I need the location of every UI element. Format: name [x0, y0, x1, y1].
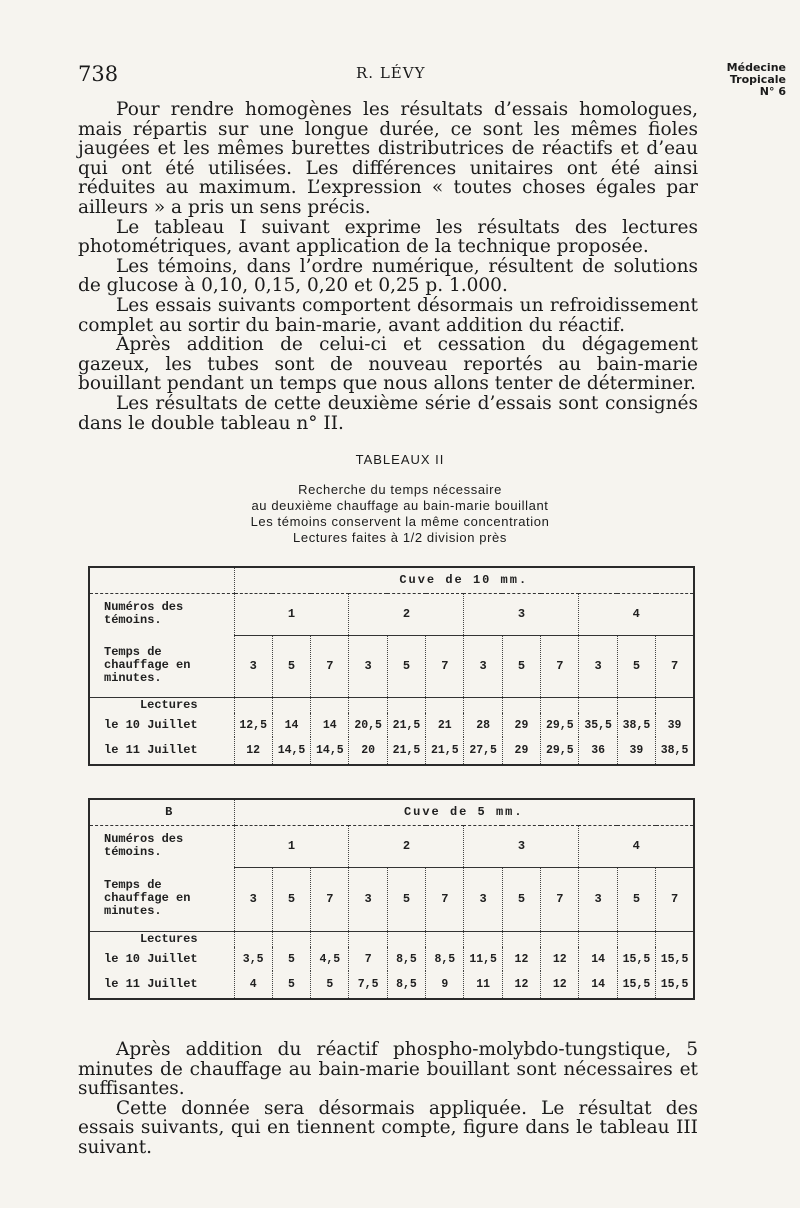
subtitle-line: Les témoins conservent la même concentration — [250, 514, 550, 529]
reading-cell: 4 — [234, 971, 272, 999]
row-label-date: le 11 Juillet — [89, 971, 234, 999]
reading-cell: 9 — [426, 971, 464, 999]
reading-cell: 12 — [541, 947, 579, 971]
group-header: 1 — [234, 825, 349, 867]
reading-cell: 8,5 — [387, 947, 425, 971]
group-header: 1 — [234, 593, 349, 635]
row-label-date: le 11 Juillet — [89, 737, 234, 765]
time-cell: 3 — [464, 635, 502, 697]
table-cuve-5mm — [88, 798, 695, 1000]
reading-cell: 21 — [426, 713, 464, 737]
reading-cell: 21,5 — [387, 737, 425, 765]
reading-cell: 36 — [579, 737, 617, 765]
group-header: 2 — [349, 593, 464, 635]
time-cell: 7 — [656, 635, 694, 697]
reading-cell: 29 — [502, 713, 540, 737]
reading-cell: 7,5 — [349, 971, 387, 999]
time-cell: 7 — [311, 635, 349, 697]
reading-cell: 28 — [464, 713, 502, 737]
tables-title: TABLEAUX II — [355, 452, 445, 467]
time-cell: 3 — [349, 867, 387, 931]
time-cell: 5 — [617, 867, 655, 931]
paragraph: Le tableau I suivant exprime les résultats des lectures photométriques, avant application de la technique proposée. — [78, 216, 698, 258]
reading-cell: 29,5 — [541, 737, 579, 765]
row-label-date: le 10 Juillet — [89, 713, 234, 737]
table-corner — [89, 567, 234, 593]
time-cell: 5 — [502, 635, 540, 697]
time-cell: 7 — [426, 635, 464, 697]
subtitle-line: Lectures faites à 1/2 division près — [293, 530, 507, 545]
subtitle-line: au deuxième chauffage au bain-marie bouillant — [251, 498, 549, 513]
reading-cell: 12,5 — [234, 713, 272, 737]
reading-cell: 5 — [272, 947, 310, 971]
reading-cell: 5 — [311, 971, 349, 999]
reading-cell: 12 — [502, 971, 540, 999]
reading-cell: 38,5 — [617, 713, 655, 737]
label-temps: Temps de chauffage en minutes. — [89, 867, 234, 931]
reading-cell: 15,5 — [656, 971, 694, 999]
time-cell: 7 — [311, 867, 349, 931]
reading-cell: 8,5 — [426, 947, 464, 971]
label-lectures: Lectures — [89, 697, 234, 713]
time-cell: 3 — [464, 867, 502, 931]
reading-cell: 14 — [579, 971, 617, 999]
reading-cell: 35,5 — [579, 713, 617, 737]
paragraph: Après addition du réactif phospho-molybdo-tungstique, 5 minutes de chauffage au bain-marie bouillant sont nécessaires et suffisantes. — [78, 1039, 698, 1100]
time-cell: 7 — [541, 635, 579, 697]
journal-name — [727, 62, 786, 98]
time-cell: 3 — [234, 867, 272, 931]
paragraph: Les essais suivants comportent désormais un refroidissement complet au sortir du bain-marie, avant addition du réactif. — [78, 294, 698, 336]
reading-cell: 14,5 — [311, 737, 349, 765]
reading-cell: 14,5 — [272, 737, 310, 765]
label-numeros: Numéros des témoins. — [89, 825, 234, 867]
subtitle-line: Recherche du temps nécessaire — [298, 482, 502, 497]
reading-cell: 3,5 — [234, 947, 272, 971]
reading-cell: 4,5 — [311, 947, 349, 971]
group-header: 3 — [464, 593, 579, 635]
journal-line: Tropicale — [729, 73, 786, 86]
time-cell: 7 — [426, 867, 464, 931]
reading-cell: 11 — [464, 971, 502, 999]
label-numeros: Numéros des témoins. — [89, 593, 234, 635]
page-number: 738 — [78, 62, 119, 86]
reading-cell: 15,5 — [617, 947, 655, 971]
time-cell: 5 — [617, 635, 655, 697]
group-header: 4 — [579, 825, 694, 867]
reading-cell: 21,5 — [426, 737, 464, 765]
group-header: 4 — [579, 593, 694, 635]
paragraph: Les résultats de cette deuxième série d’essais sont consignés dans le double tableau n° II. — [78, 392, 698, 434]
tables-subtitle — [0, 482, 800, 546]
paragraph: Cette donnée sera désormais appliquée. Le résultat des essais suivants, qui en tiennent compte, figure dans le tableau III suivant. — [78, 1097, 698, 1158]
reading-cell: 7 — [349, 947, 387, 971]
label-lectures: Lectures — [89, 931, 234, 947]
outro-text — [78, 1040, 698, 1158]
table-corner: B — [89, 799, 234, 825]
reading-cell: 12 — [502, 947, 540, 971]
time-cell: 7 — [656, 867, 694, 931]
reading-cell: 39 — [617, 737, 655, 765]
reading-cell: 12 — [541, 971, 579, 999]
reading-cell: 14 — [579, 947, 617, 971]
reading-cell: 38,5 — [656, 737, 694, 765]
time-cell: 5 — [502, 867, 540, 931]
time-cell: 5 — [272, 867, 310, 931]
reading-cell: 11,5 — [464, 947, 502, 971]
reading-cell: 39 — [656, 713, 694, 737]
group-header: 2 — [349, 825, 464, 867]
reading-cell: 14 — [311, 713, 349, 737]
reading-cell: 29 — [502, 737, 540, 765]
label-temps: Temps de chauffage en minutes. — [89, 635, 234, 697]
time-cell: 3 — [234, 635, 272, 697]
time-cell: 3 — [579, 635, 617, 697]
intro-text — [78, 100, 698, 433]
group-header: 3 — [464, 825, 579, 867]
reading-cell: 20 — [349, 737, 387, 765]
journal-line: Médecine — [726, 61, 786, 74]
reading-cell: 20,5 — [349, 713, 387, 737]
reading-cell: 14 — [272, 713, 310, 737]
running-head-author: R. LÉVY — [356, 64, 426, 82]
journal-issue: N° 6 — [759, 85, 786, 98]
table-heading: Cuve de 5 mm. — [234, 799, 694, 825]
paragraph: Les témoins, dans l’ordre numérique, résultent de solutions de glucose à 0,10, 0,15, 0,20 et 0,25 p. 1.000. — [78, 255, 698, 297]
reading-cell: 12 — [234, 737, 272, 765]
reading-cell: 8,5 — [387, 971, 425, 999]
time-cell: 3 — [349, 635, 387, 697]
reading-cell: 29,5 — [541, 713, 579, 737]
table-heading: Cuve de 10 mm. — [234, 567, 694, 593]
paragraph: Pour rendre homogènes les résultats d’essais homologues, mais répartis sur une longue durée, ce sont les mêmes fioles jaugées et les mêmes burettes distributrices de réactifs et d’eau qui ont été utilisées. Les différences unitaires ont été ainsi réduites au maximum. L’expression « toutes choses égales par ailleurs » a pris un sens précis. — [78, 99, 698, 218]
time-cell: 5 — [387, 635, 425, 697]
time-cell: 5 — [387, 867, 425, 931]
time-cell: 7 — [541, 867, 579, 931]
reading-cell: 21,5 — [387, 713, 425, 737]
paragraph: Après addition de celui-ci et cessation du dégagement gazeux, les tubes sont de nouveau reportés au bain-marie bouillant pendant un temps que nous allons tenter de déterminer. — [78, 334, 698, 395]
reading-cell: 27,5 — [464, 737, 502, 765]
time-cell: 3 — [579, 867, 617, 931]
reading-cell: 15,5 — [656, 947, 694, 971]
row-label-date: le 10 Juillet — [89, 947, 234, 971]
reading-cell: 5 — [272, 971, 310, 999]
table-cuve-10mm — [88, 566, 695, 766]
reading-cell: 15,5 — [617, 971, 655, 999]
time-cell: 5 — [272, 635, 310, 697]
